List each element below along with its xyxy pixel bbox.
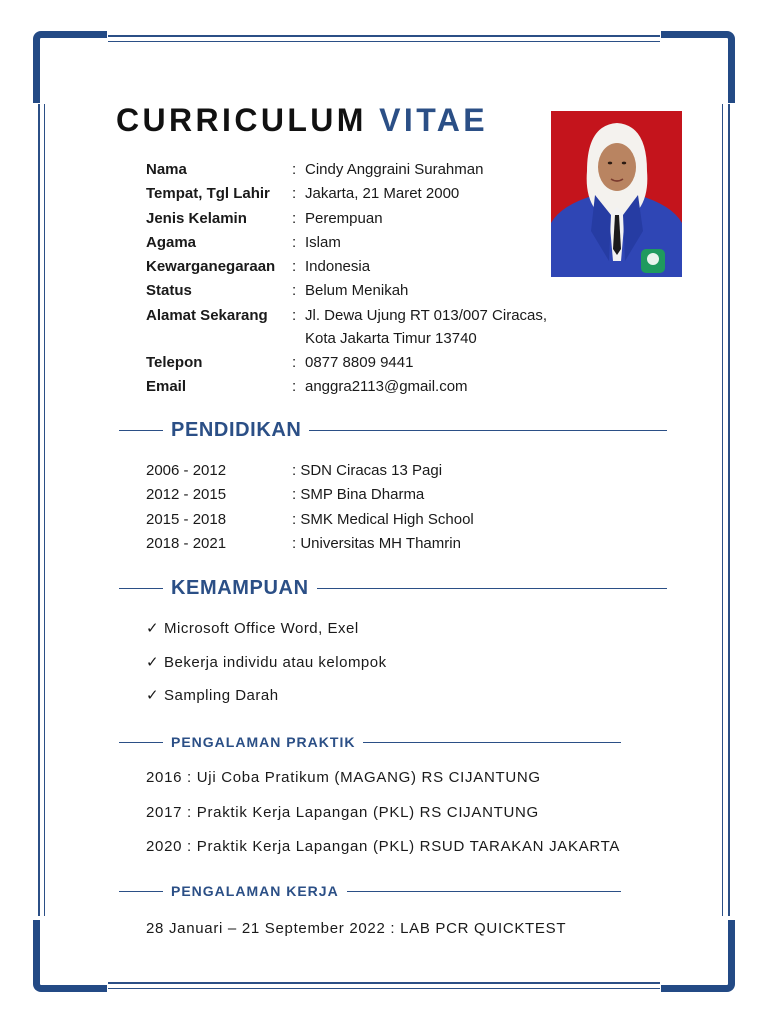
info-row-status [146,280,586,304]
practice-item: 2017 : Praktik Kerja Lapangan (PKL) RS CIJANTUNG [146,803,539,821]
education-years: 2015 - 2018 [146,510,227,528]
info-separator: : [292,258,297,276]
work-list [146,918,566,953]
heading-rule-left [119,430,163,431]
skill-text: Microsoft Office Word, Exel [164,620,359,637]
info-label: Nama [146,161,187,178]
info-label: Kewarganegaraan [146,258,276,276]
skill-item [146,685,387,719]
info-separator: : [292,282,297,300]
work-item: 28 Januari – 21 September 2022 : LAB PCR QUICKTEST [146,920,567,937]
info-separator: : [292,353,297,371]
frame-line-bottom [108,982,660,984]
info-row-alamat [146,305,586,352]
info-value: Belum Menikah [305,282,409,300]
frame-line-right-inner [722,104,723,916]
info-label: Alamat Sekarang [146,306,268,324]
check-icon: ✓ [146,687,160,705]
info-separator: : [292,161,297,178]
info-row-agama [146,232,586,256]
heading-rule-right [317,588,667,589]
practice-item: 2020 : Praktik Kerja Lapangan (PKL) RSUD TARAKAN JAKARTA [146,838,621,855]
info-value: Jl. Dewa Ujung RT 013/007 Ciracas, [305,306,548,324]
skill-item [146,652,387,686]
info-label: Agama [146,233,197,251]
heading-text: PENDIDIKAN [171,418,302,441]
practice-item: 2016 : Uji Coba Pratikum (MAGANG) RS CIJANTUNG [146,769,541,786]
frame-corner-top-right [661,31,735,103]
heading-rule-right [309,430,667,431]
section-heading-education [119,418,667,442]
info-separator: : [292,185,297,203]
frame-line-top-inner [108,41,660,42]
info-separator: : [292,233,297,251]
frame-line-left [38,104,40,916]
info-value: Perempuan [305,209,383,227]
section-heading-work [119,879,621,903]
info-row-nama [146,159,586,183]
heading-rule-right [347,891,621,892]
frame-line-right [728,104,730,916]
heading-rule-right [363,742,621,743]
document-title [116,102,488,139]
info-label: Email [146,378,187,396]
heading-rule-left [119,588,163,589]
info-value-line-2: Kota Jakarta Timur 13740 [305,329,477,347]
heading-text: KEMAMPUAN [171,576,309,599]
frame-corner-bottom-left [33,920,107,992]
education-years: 2018 - 2021 [146,534,227,552]
frame-line-left-inner [44,104,45,916]
section-heading-skills [119,576,667,600]
education-school: : SDN Ciracas 13 Pagi [292,462,443,479]
info-label: Status [146,282,192,300]
practice-list [146,767,620,871]
frame-line-bottom-inner [108,988,660,989]
education-school: : SMK Medical High School [292,510,474,528]
info-row-tempat-tgl-lahir [146,183,586,207]
heading-rule-left [119,742,163,743]
skill-item [146,618,387,652]
check-icon: ✓ [146,653,160,671]
frame-line-top [108,35,660,37]
heading-text: PENGALAMAN KERJA [171,883,339,899]
frame-corner-top-left [33,31,107,103]
info-row-telepon [146,352,586,376]
education-years: 2012 - 2015 [146,486,227,504]
info-separator: : [292,378,297,396]
info-separator: : [292,306,297,324]
education-years: 2006 - 2012 [146,462,227,479]
title-part-curriculum: CURRICULUM [116,102,367,138]
education-school: : Universitas MH Thamrin [292,534,461,552]
info-value: Cindy Anggraini Surahman [305,161,484,178]
info-row-kewarganegaraan [146,256,586,280]
info-separator: : [292,209,297,227]
check-icon: ✓ [146,620,160,637]
info-label: Tempat, Tgl Lahir [146,185,270,203]
info-value: Jakarta, 21 Maret 2000 [305,185,460,203]
education-school: : SMP Bina Dharma [292,486,425,504]
section-heading-practice [119,730,621,754]
info-value: 0877 8809 9441 [305,353,414,371]
skill-text: Sampling Darah [164,687,279,705]
frame-corner-bottom-right [661,920,735,992]
title-part-vitae: VITAE [379,102,489,138]
info-row-email [146,376,586,400]
personal-info [146,159,586,400]
info-value: Indonesia [305,258,371,276]
info-label: Jenis Kelamin [146,209,247,227]
info-value: anggra2113@gmail.com [305,378,468,396]
heading-rule-left [119,891,163,892]
info-row-jenis-kelamin [146,208,586,232]
skill-text: Bekerja individu atau kelompok [164,653,387,671]
info-label: Telepon [146,353,203,371]
skills-list [146,618,387,719]
heading-text: PENGALAMAN PRAKTIK [171,734,356,750]
info-value: Islam [305,233,341,251]
